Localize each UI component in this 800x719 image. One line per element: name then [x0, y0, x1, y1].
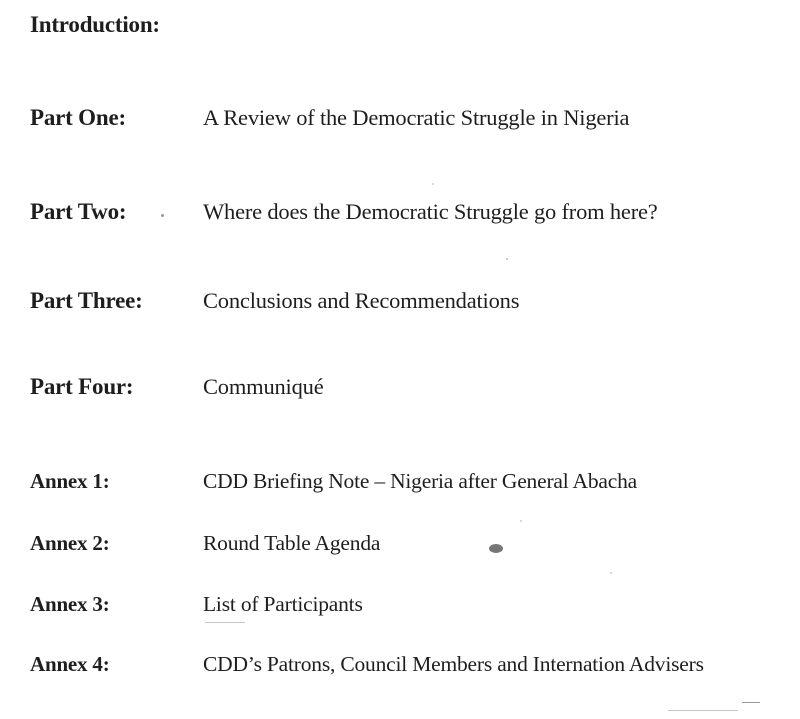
toc-entry-annex-4 [30, 652, 790, 682]
introduction-heading: Introduction: [30, 12, 160, 37]
toc-entry-annex-3 [30, 592, 790, 622]
part-one-title: A Review of the Democratic Struggle in Nigeria [203, 105, 630, 130]
scan-speck [520, 520, 522, 522]
part-two-label: Part Two: [30, 199, 127, 224]
toc-entry-part-four [30, 374, 790, 404]
toc-entry-part-three [30, 288, 790, 318]
annex-4-label: Annex 4: [30, 652, 110, 676]
scan-streak [668, 710, 738, 711]
scan-speck [506, 258, 508, 260]
toc-entry-annex-2 [30, 531, 790, 561]
scan-speck [161, 214, 164, 217]
annex-3-label: Annex 3: [30, 592, 110, 616]
annex-2-label: Annex 2: [30, 531, 110, 555]
scan-streak [205, 622, 245, 623]
part-four-label: Part Four: [30, 374, 134, 399]
annex-1-title: CDD Briefing Note – Nigeria after General Abacha [203, 469, 637, 493]
toc-entry-part-two [30, 199, 790, 229]
scan-speck [432, 183, 434, 185]
annex-2-title: Round Table Agenda [203, 531, 381, 555]
toc-entry-part-one [30, 105, 790, 135]
annex-1-label: Annex 1: [30, 469, 110, 493]
part-three-title: Conclusions and Recommendations [203, 288, 520, 313]
scan-smudge [489, 544, 503, 553]
toc-entry-annex-1 [30, 469, 790, 499]
annex-4-title: CDD’s Patrons, Council Members and Internation Advisers [203, 652, 704, 676]
part-two-title: Where does the Democratic Struggle go from here? [203, 199, 658, 224]
scan-speck [610, 572, 612, 574]
annex-3-title: List of Participants [203, 592, 363, 616]
part-three-label: Part Three: [30, 288, 143, 313]
scan-streak [742, 702, 760, 703]
part-four-title: Communiqué [203, 374, 324, 399]
part-one-label: Part One: [30, 105, 126, 130]
